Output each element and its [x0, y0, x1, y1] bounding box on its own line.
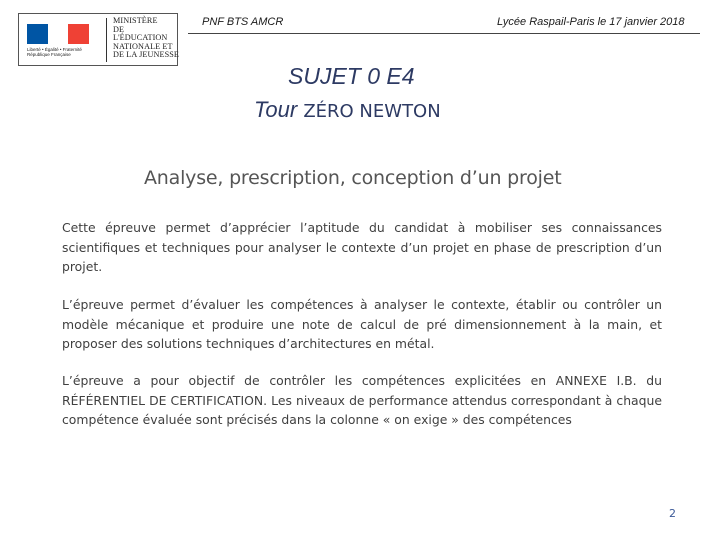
title-line2-prefix: Tour	[254, 97, 304, 122]
republic-motto: Liberté • Égalité • Fraternité République Française	[27, 47, 82, 57]
header-divider	[188, 33, 700, 34]
title-line2-name: ZÉRO NEWTON	[303, 101, 441, 122]
title-line2	[254, 97, 441, 123]
paragraph-1: Cette épreuve permet d’apprécier l’aptitude du candidat à mobiliser ses connaissances scientifiques et techniques pour analyser le contexte d’un projet en phase de prescription d’un projet.	[62, 220, 662, 275]
page-number: 2	[669, 507, 676, 520]
header-right: Lycée Raspail-Paris le 17 janvier 2018	[497, 16, 685, 28]
logo-divider	[106, 18, 107, 62]
header-left: PNF BTS AMCR	[202, 16, 284, 28]
paragraph-2: L’épreuve permet d’évaluer les compétences à analyser le contexte, établir ou contrôler un modèle mécanique et produire une note de calcul de pré dimensionnement à la main, et proposer des solutions techniques d’architectures en métal.	[62, 297, 662, 352]
section-heading: Analyse, prescription, conception d’un projet	[144, 167, 562, 189]
paragraph-3: L’épreuve a pour objectif de contrôler les compétences explicitées en ANNEXE I.B. du RÉFÉRENTIEL DE CERTIFICATION. Les niveaux de performance attendus correspondant à chaque compétence évaluée sont précisés dans la colonne « on exige » des compétences	[62, 373, 662, 428]
ministry-logo	[18, 13, 178, 66]
ministry-name: MINISTÈRE DE L'ÉDUCATION NATIONALE ET DE LA JEUNESSE	[113, 16, 179, 60]
marianne-flag-icon	[27, 24, 89, 44]
title-line1: SUJET 0 E4	[288, 63, 415, 89]
